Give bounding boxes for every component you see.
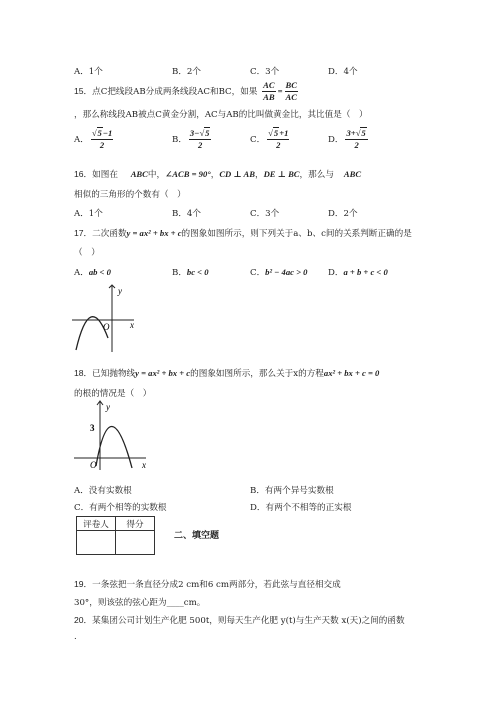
q15-text-a: 点C把线段AB分成两条线段AC和BC，如果 xyxy=(92,87,258,97)
q18-option-c: C．有两个相等的实数根 xyxy=(74,503,167,513)
score-table-grader-cell[interactable] xyxy=(77,531,116,555)
section-title: 二、填空题 xyxy=(174,531,220,541)
q14-option-c: C．3个 xyxy=(250,67,280,77)
q16-option-b: B．4个 xyxy=(172,209,201,219)
q17-option-a: A．ab < 0 xyxy=(74,267,111,278)
q18-option-a: A．没有实数根 xyxy=(74,486,132,496)
q20-line1: 20．某集团公司计划生产化肥 500t，则每天生产化肥 y(t)与生产天数 x(天)之间的函数 xyxy=(74,615,405,626)
q17-parabola-graph xyxy=(70,282,150,354)
q15-number: 15． xyxy=(74,86,93,96)
q18-option-d: D．有两个不相等的正实根 xyxy=(250,503,352,513)
score-table-score-cell[interactable] xyxy=(116,531,155,555)
q17-origin-label: O xyxy=(103,322,110,332)
q20-line2: . xyxy=(74,632,77,642)
q15-option-c: C． $\frac{√5+1}{2}$ xyxy=(250,128,289,150)
q16-option-c: C．3个 xyxy=(250,209,280,219)
q18-origin-label: O xyxy=(90,460,97,470)
q14-option-b: B．2个 xyxy=(172,67,201,77)
q16-line2: 相似的三角形的个数有（ ） xyxy=(74,190,186,200)
q18-x-label: x xyxy=(142,460,146,470)
score-table xyxy=(76,516,155,555)
q17-x-label: x xyxy=(130,320,134,330)
q15-fraction-2: $\frac{BC}{AC}$ xyxy=(285,80,297,102)
q15-option-b: B． $\frac{3-√5}{2}$ xyxy=(172,128,210,150)
q15-fraction-1: $\frac{AC}{AB}$ xyxy=(263,80,275,102)
q16-option-a: A．1个 xyxy=(74,209,103,219)
q17-option-b: B．bc < 0 xyxy=(172,267,209,278)
q18-option-b: B．有两个异号实数根 xyxy=(250,486,334,496)
q16-stem: 16．如图在 ABC中，∠ACB = 90°，CD ⊥ AB，DE ⊥ BC，那么与 ABC xyxy=(74,169,362,180)
q17-option-c: C．b² − 4ac > 0 xyxy=(250,267,308,278)
q17-y-label: y xyxy=(118,286,122,296)
q19-line1: 19．一条弦把一条直径分成2 cm和6 cm两部分，若此弦与直径相交成 xyxy=(74,579,341,590)
q17-stem: 17．二次函数y = ax² + bx + c的图象如图所示，则下列关于a、b、c间的关系判断正确的是 xyxy=(74,228,412,239)
q15-text-b: ，那么称线段AB被点C黄金分割，AC与AB的比叫做黄金比，其比值是（ ） xyxy=(74,110,368,120)
q14-option-a: A．1个 xyxy=(74,67,103,77)
q18-y-intercept-label: 3 xyxy=(90,423,95,433)
score-table-grader-header: 评卷人 xyxy=(77,517,116,531)
q17-line2: （ ） xyxy=(74,248,100,258)
q19-line2: 30°，则该弦的弦心距为____cm。 xyxy=(74,598,206,608)
q18-parabola-graph xyxy=(70,398,154,472)
score-table-score-header: 得分 xyxy=(116,517,155,531)
q14-option-d: D．4个 xyxy=(328,67,358,77)
q15-option-d: D． $\frac{3+√5}{2}$ xyxy=(328,128,366,150)
q15-option-a: A． $\frac{√5-1}{2}$ xyxy=(74,128,113,150)
q16-option-d: D．2个 xyxy=(328,209,358,219)
q18-stem: 18．已知抛物线y = ax² + bx + c的图象如图所示，那么关于x的方程ax² + bx + c = 0 xyxy=(74,368,380,379)
q18-line2: 的根的情况是（ ） xyxy=(74,389,152,399)
q17-option-d: D．a + b + c < 0 xyxy=(328,267,388,278)
q18-parabola xyxy=(96,426,132,468)
q18-y-label: y xyxy=(106,402,110,412)
q15-stem: 15．点C把线段AB分成两条线段AC和BC，如果 $\frac{AC}{AB}$ = $\frac{BC}{AC}$ xyxy=(74,80,297,102)
